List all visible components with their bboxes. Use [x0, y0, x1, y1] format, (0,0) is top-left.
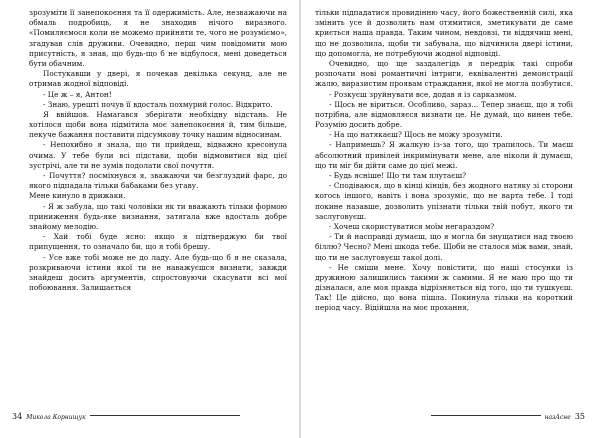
paragraph: Мене кинуло в дрижаки. [29, 191, 126, 201]
paragraph: - Почуття? посміхнувся я, зважаючи чи безглуздий фарс, до якого підпадала тільки бабаками без угаву. [29, 171, 287, 191]
paragraph: - Хай тобі буде ясно: якщо я підтверджую би твої припущення, то означало би, що я тобі брешу. [29, 232, 287, 252]
left-footer [12, 409, 292, 421]
running-title: назАсне [544, 414, 571, 421]
paragraph: - Розкуєш зруйнувати все, додав я із сарказмом. [329, 89, 517, 99]
right-page [315, 8, 573, 408]
footer-rule-right [431, 415, 541, 416]
paragraph: тільки підпадатися провидінню часу, його божественній силі, яка змінить усе й дозволить нам отямитися, зметикувати де саме криється наша правда. Таким чином, невдовзі, ти віддячиш мені, що не дозволила, щоби ти забувала, що відчинила двері істини, що допомогла, не потребуючи жодної відповіді. [315, 8, 573, 58]
book-spine [299, 0, 301, 438]
paragraph: - Напримешь? Я жалкую із-за того, що трапилось. Ти маєш абсолютний привілей інкримінувати мене, але ніколи й думаєш, що ти міг би дійти саме до цієї межі. [315, 140, 573, 170]
paragraph: - Щось не віриться. Особливо, зараз... Тепер знаєш, що я тобі потрібна, але відмовляєся визнати це. Не думай, що винен тебе. Розумію досить добре. [315, 99, 573, 130]
paragraph: Я ввійшов. Намагався зберігати необхідну відстань. Не хотілося щоби вона підмітила моє занепокоєння й, тим більше, пекуче бажання поставити підсумкову точку нашим відносинам. [29, 109, 287, 140]
paragraph: - Я ж забула, що такі чоловіки як ти вважають тільки формою приниження будь-яке визнання, затягала вже вдосталь добре знайому мелодію. [29, 201, 287, 231]
left-page-number: 34 [12, 412, 23, 421]
paragraph: зрозуміти її занепокоєння та її одержимість. Але, незважаючи на обмаль подробиць, я не знаходив нічого виразного. «Помиляємося коли не можемо прийняти те, чого не розуміємо», згадував слів друживи. Очевидно, перш чим повідомити мою присутність, я знав, що будь-що б не відбулося, мені доведеться бути обачним. [29, 8, 287, 68]
paragraph: - Непохибно я знала, що ти прийдеш, відважно кресонула очима. У тебе були всі підстави, щоби відмовитися від цієї зустрічі, але ти не зумів подолати свої почуття. [29, 140, 287, 170]
left-page [29, 8, 287, 408]
author-name: Микола Корнищук [26, 414, 86, 421]
paragraph: Постукавши у двері, я почекав декілька секунд, але не отримав жодної відповіді. [29, 69, 287, 89]
paragraph: Очевидно, що ще заздалегідь я передрік такі спроби розпочати нові романтичні інтриги, еквівалентні демонстрації жалю, виразистим проявам страждання, якої не могла позбутися. [315, 58, 573, 89]
footer-rule-left [90, 415, 240, 416]
paragraph: - На що натякаєш? Щось не можу зрозуміти. [329, 130, 503, 140]
paragraph: - Не сміши мене. Хочу повістити, що наші стосунки із дружиною залишились такими ж самими. Я не маю про що ти дізналася, але моя правда відрізняється від того, що ти тушкуєш. Так! Це дійсно, що вона пішла. Покинула тільки на короткий період часу. Відійшла на моє прохання, [315, 262, 573, 313]
paragraph: - Сподіваюся, що в кінці кінців, без жодного натяку зі сторони когось іншого, навіть і вона зрозуміє, що не варта тебе. І тоді покине назавше, дозволить упізнати тільки твій побут, якого ти заслуговуєш. [315, 181, 573, 221]
paragraph: - Будь ясніше! Що ти там плутаєш? [329, 171, 467, 180]
paragraph: - Хочеш скористуватися моїм негараздом? [329, 221, 495, 231]
paragraph: - Усе вже тобі може не до ладу. Але будь-що б я не сказала, розкриваючи істини якої ти не наважуєшся визнати, завжди знайдеш досить аргументів, спростовуючи скасувати всі мої побоювання. Залишається [29, 252, 287, 293]
paragraph: - Знаю, урешті почув її вдосталь похмурий голос. Відкрито. [43, 99, 273, 109]
right-footer [315, 409, 585, 421]
paragraph: - Ти й насправді думаєш, що я могла би знущатися над твоєю біллю? Чесно? Мені шкода тебе. Щоби не сталося між вами, знай, що ти не заслуговуєш такої долі. [315, 232, 573, 262]
paragraph: - Це ж – я, Антон! [43, 89, 112, 99]
right-page-number: 35 [574, 412, 585, 421]
